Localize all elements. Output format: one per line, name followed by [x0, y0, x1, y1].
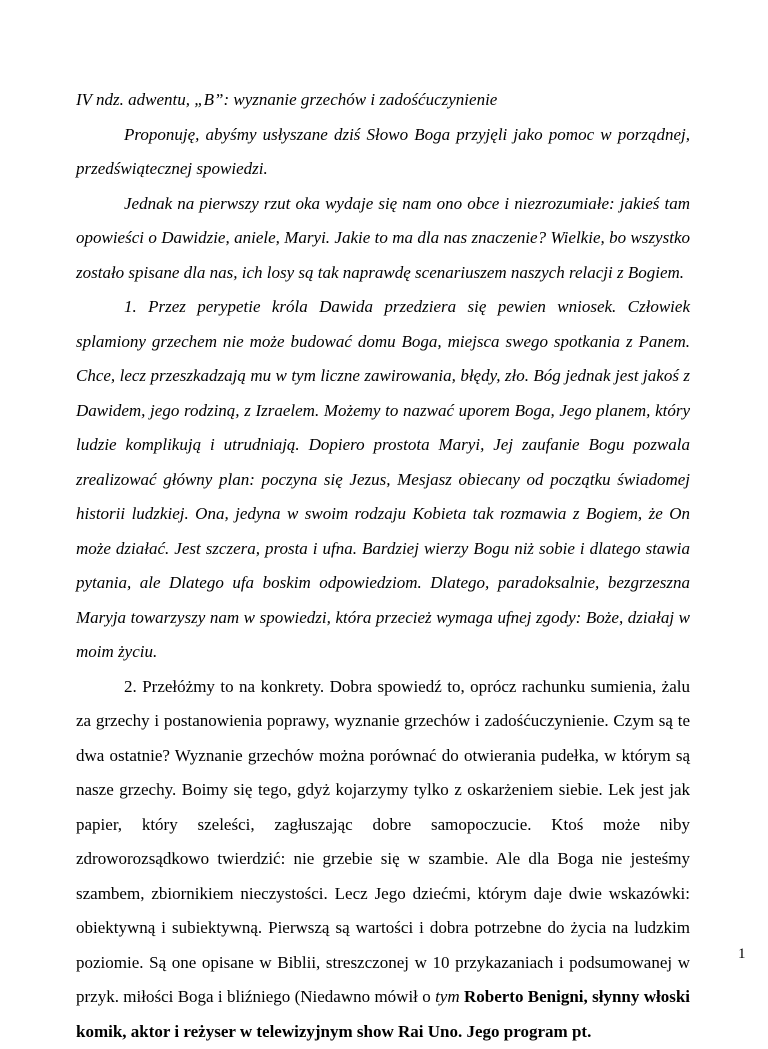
paragraph-context: Jednak na pierwszy rzut oka wydaje się nam ono obce i niezrozumiałe: jakieś tam opowieści o Dawidzie, aniele, Maryi. Jakie to ma dla nas znaczenie? Wielkie, bo wszystko zostało spisane dla nas, ich losy są tak naprawdę scenariuszem naszych relacji z Bogiem. [76, 187, 690, 291]
paragraph-point-2-italic: tym [435, 987, 460, 1006]
paragraph-point-1: 1. Przez perypetie króla Dawida przedziera się pewien wniosek. Człowiek splamiony grzechem nie może budować domu Boga, miejsca swego spotkania z Panem. Chce, lecz przeszkadzają mu w tym liczne zawirowania, błędy, zło. Bóg jednak jest jakoś z Dawidem, jego rodziną, z Izraelem. Możemy to nazwać uporem Boga, Jego planem, który ludzie komplikują i utrudniają. Dopiero prostota Maryi, Jej zaufanie Bogu pozwala zrealizować główny plan: poczyna się Jezus, Mesjasz obiecany od początku świadomej historii ludzkiej. Ona, jedyna w swoim rodzaju Kobieta tak rozmawia z Bogiem, że On może działać. Jest szczera, prosta i ufna. Bardziej wierzy Bogu niż sobie i dlatego stawia pytania, ale Dlatego ufa boskim odpowiedziom. Dlatego, paradoksalnie, bezgrzeszna Maryja towarzyszy nam w spowiedzi, która przecież wymaga ufnej zgody: Boże, działaj w moim życiu. [76, 290, 690, 670]
paragraph-intro: Proponuję, abyśmy usłyszane dziś Słowo Boga przyjęli jako pomoc w porządnej, przedświątecznej spowiedzi. [76, 118, 690, 187]
page-number: 1 [738, 946, 746, 963]
paragraph-point-2-bold: Roberto Benigni, słynny włoski komik, aktor i reżyser w telewizyjnym show Rai Uno. Jego program pt. [76, 987, 690, 1041]
paragraph-point-2-text: 2. Przełóżmy to na konkrety. Dobra spowiedź to, oprócz rachunku sumienia, żalu za grzechy i postanowienia poprawy, wyznanie grzechów i zadośćuczynienie. Czym są te dwa ostatnie? Wyznanie grzechów można porównać do otwierania pudełka, w którym są nasze grzechy. Boimy się tego, gdyż kojarzymy tylko z oskarżeniem siebie. Lek jest jak papier, który szeleści, zagłuszając dobre samopoczucie. Ktoś może niby zdroworozsądkowo twierdzić: nie grzebie się w szambie. Ale dla Boga nie jesteśmy szambem, zbiornikiem nieczystości. Lecz Jego dziećmi, którym daje dwie wskazówki: obiektywną i subiektywną. Pierwszą są wartości i dobra potrzebne do życia na ludzkim poziomie. Są one opisane w Biblii, streszczonej w 10 przykazaniach i podsumowanej w przyk. miłości Boga i bliźniego (Niedawno mówił o [76, 677, 690, 1007]
paragraph-point-2 [76, 670, 690, 1049]
document-title: IV ndz. adwentu, „B”: wyznanie grzechów i zadośćuczynienie [76, 83, 690, 118]
document-body [76, 83, 690, 1049]
